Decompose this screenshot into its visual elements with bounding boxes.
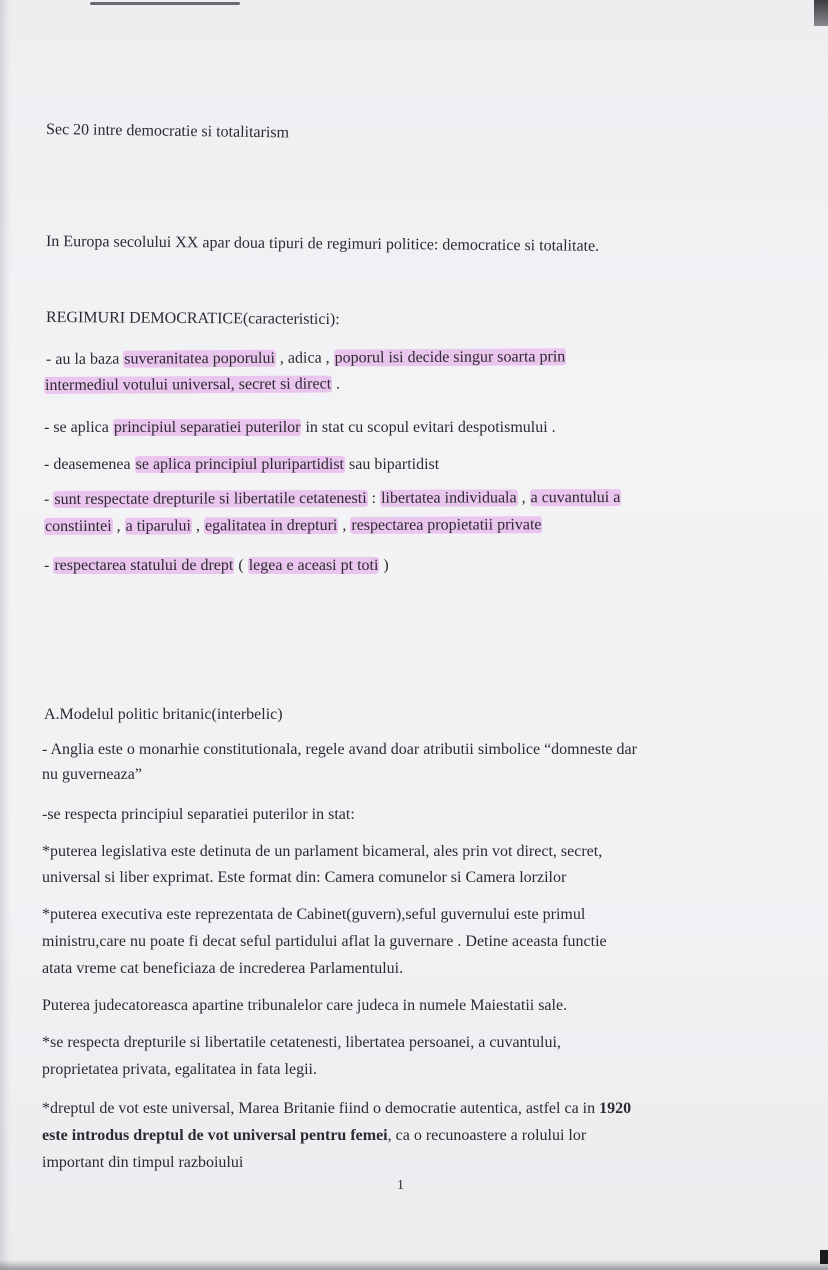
rights-line1: *se respecta drepturile si libertatile cetatenesti, libertatea persoanei, a cuvantului, xyxy=(42,1034,561,1051)
intro-paragraph: In Europa secolului XX apar doua tipuri de regimuri politice: democratice si totalitate. xyxy=(45,233,600,255)
highlight: suveranitatea poporului xyxy=(124,349,275,368)
page-number: 1 xyxy=(397,1178,404,1193)
highlight: a tiparului xyxy=(125,517,191,535)
bullet-sovereignty-line2: intermediul votului universal, secret si direct . xyxy=(44,375,341,394)
separation-powers-paragraph: -se respecta principiul separatiei puterilor in stat: xyxy=(42,806,355,823)
executive-line3: atata vreme cat beneficiaza de increderea Parlamentului. xyxy=(42,960,404,977)
section-heading-democratic: REGIMURI DEMOCRATICE(caracteristici): xyxy=(45,309,340,329)
bullet-rule-of-law: - respectarea statului de drept ( legea e aceasi pt toti ) xyxy=(44,557,389,574)
highlight: se aplica principiul pluripartidist xyxy=(135,456,344,473)
judicial-paragraph: Puterea judecatoreasca apartine tribunalelor care judeca in numele Maiestatii sale. xyxy=(42,997,568,1014)
vote-line1: *dreptul de vot este universal, Marea Britanie fiind o democratie autentica, astfel ca in 1920 xyxy=(42,1100,632,1117)
page-shadow xyxy=(0,0,10,1270)
bullet-sovereignty-line1: - au la baza suveranitatea poporului , adica , poporul isi decide singur soarta prin xyxy=(45,348,566,368)
legislative-line1: *puterea legislativa este detinuta de un parlament bicameral, ales prin vot direct, secret, xyxy=(42,843,603,860)
vote-line3: important din timpul razboiului xyxy=(42,1154,244,1171)
highlight: principiul separatiei puterilor xyxy=(113,419,301,436)
legislative-line2: universal si liber exprimat. Este format din: Camera comunelor si Camera lorzilor xyxy=(42,869,567,886)
bullet-separation-powers: - se aplica principiul separatiei puterilor in stat cu scopul evitari despotismului . xyxy=(44,419,556,436)
bullet-rights-line1: - sunt respectate drepturile si libertatile cetatenesti : libertatea individuala , a cuvantului a xyxy=(43,488,621,508)
highlight: respectarea propietatii private xyxy=(351,516,542,534)
highlight: sunt respectate drepturile si libertatile cetatenesti xyxy=(54,489,367,508)
executive-line1: *puterea executiva este reprezentata de Cabinet(guvern),seful guvernului este primul xyxy=(42,906,586,923)
executive-line2: ministru,care nu poate fi decat seful partidului aflat la guvernare . Detine aceasta functie xyxy=(42,933,607,950)
highlight: constiintei xyxy=(44,517,112,535)
british-monarchy-line2: nu guverneaza” xyxy=(42,766,142,783)
document-title: Sec 20 intre democratie si totalitarism xyxy=(45,121,290,142)
highlight: a cuvantului a xyxy=(530,488,621,507)
scan-corner-mark xyxy=(814,0,828,26)
highlight: poporul isi decide singur soarta prin xyxy=(334,348,566,367)
highlight: respectarea statului de drept xyxy=(54,557,234,574)
bullet-pluripartidism: - deasemenea se aplica principiul pluripartidist sau bipartidist xyxy=(44,456,440,473)
highlight: intermediul votului universal, secret si direct xyxy=(44,375,332,394)
highlight: legea e aceasi pt toti xyxy=(248,557,379,574)
rights-line2: proprietatea privata, egalitatea in fata legii. xyxy=(42,1061,317,1078)
vote-line2: este introdus dreptul de vot universal pentru femei, ca o recunoastere a rolului lor xyxy=(42,1127,587,1144)
british-monarchy-line1: - Anglia este o monarhie constitutionala, regele avand doar atributii simbolice “domneste dar xyxy=(42,741,637,758)
scan-bottom-corner xyxy=(820,1250,828,1264)
bullet-rights-line2: constiintei , a tiparului , egalitatea in drepturi , respectarea propietatii private xyxy=(44,516,542,535)
highlight: libertatea individuala xyxy=(381,489,517,507)
section-heading-british-model: A.Modelul politic britanic(interbelic) xyxy=(44,706,283,723)
highlight: egalitatea in drepturi xyxy=(204,516,338,535)
scan-bottom-edge xyxy=(0,1260,828,1270)
scan-edge-mark xyxy=(90,2,240,5)
